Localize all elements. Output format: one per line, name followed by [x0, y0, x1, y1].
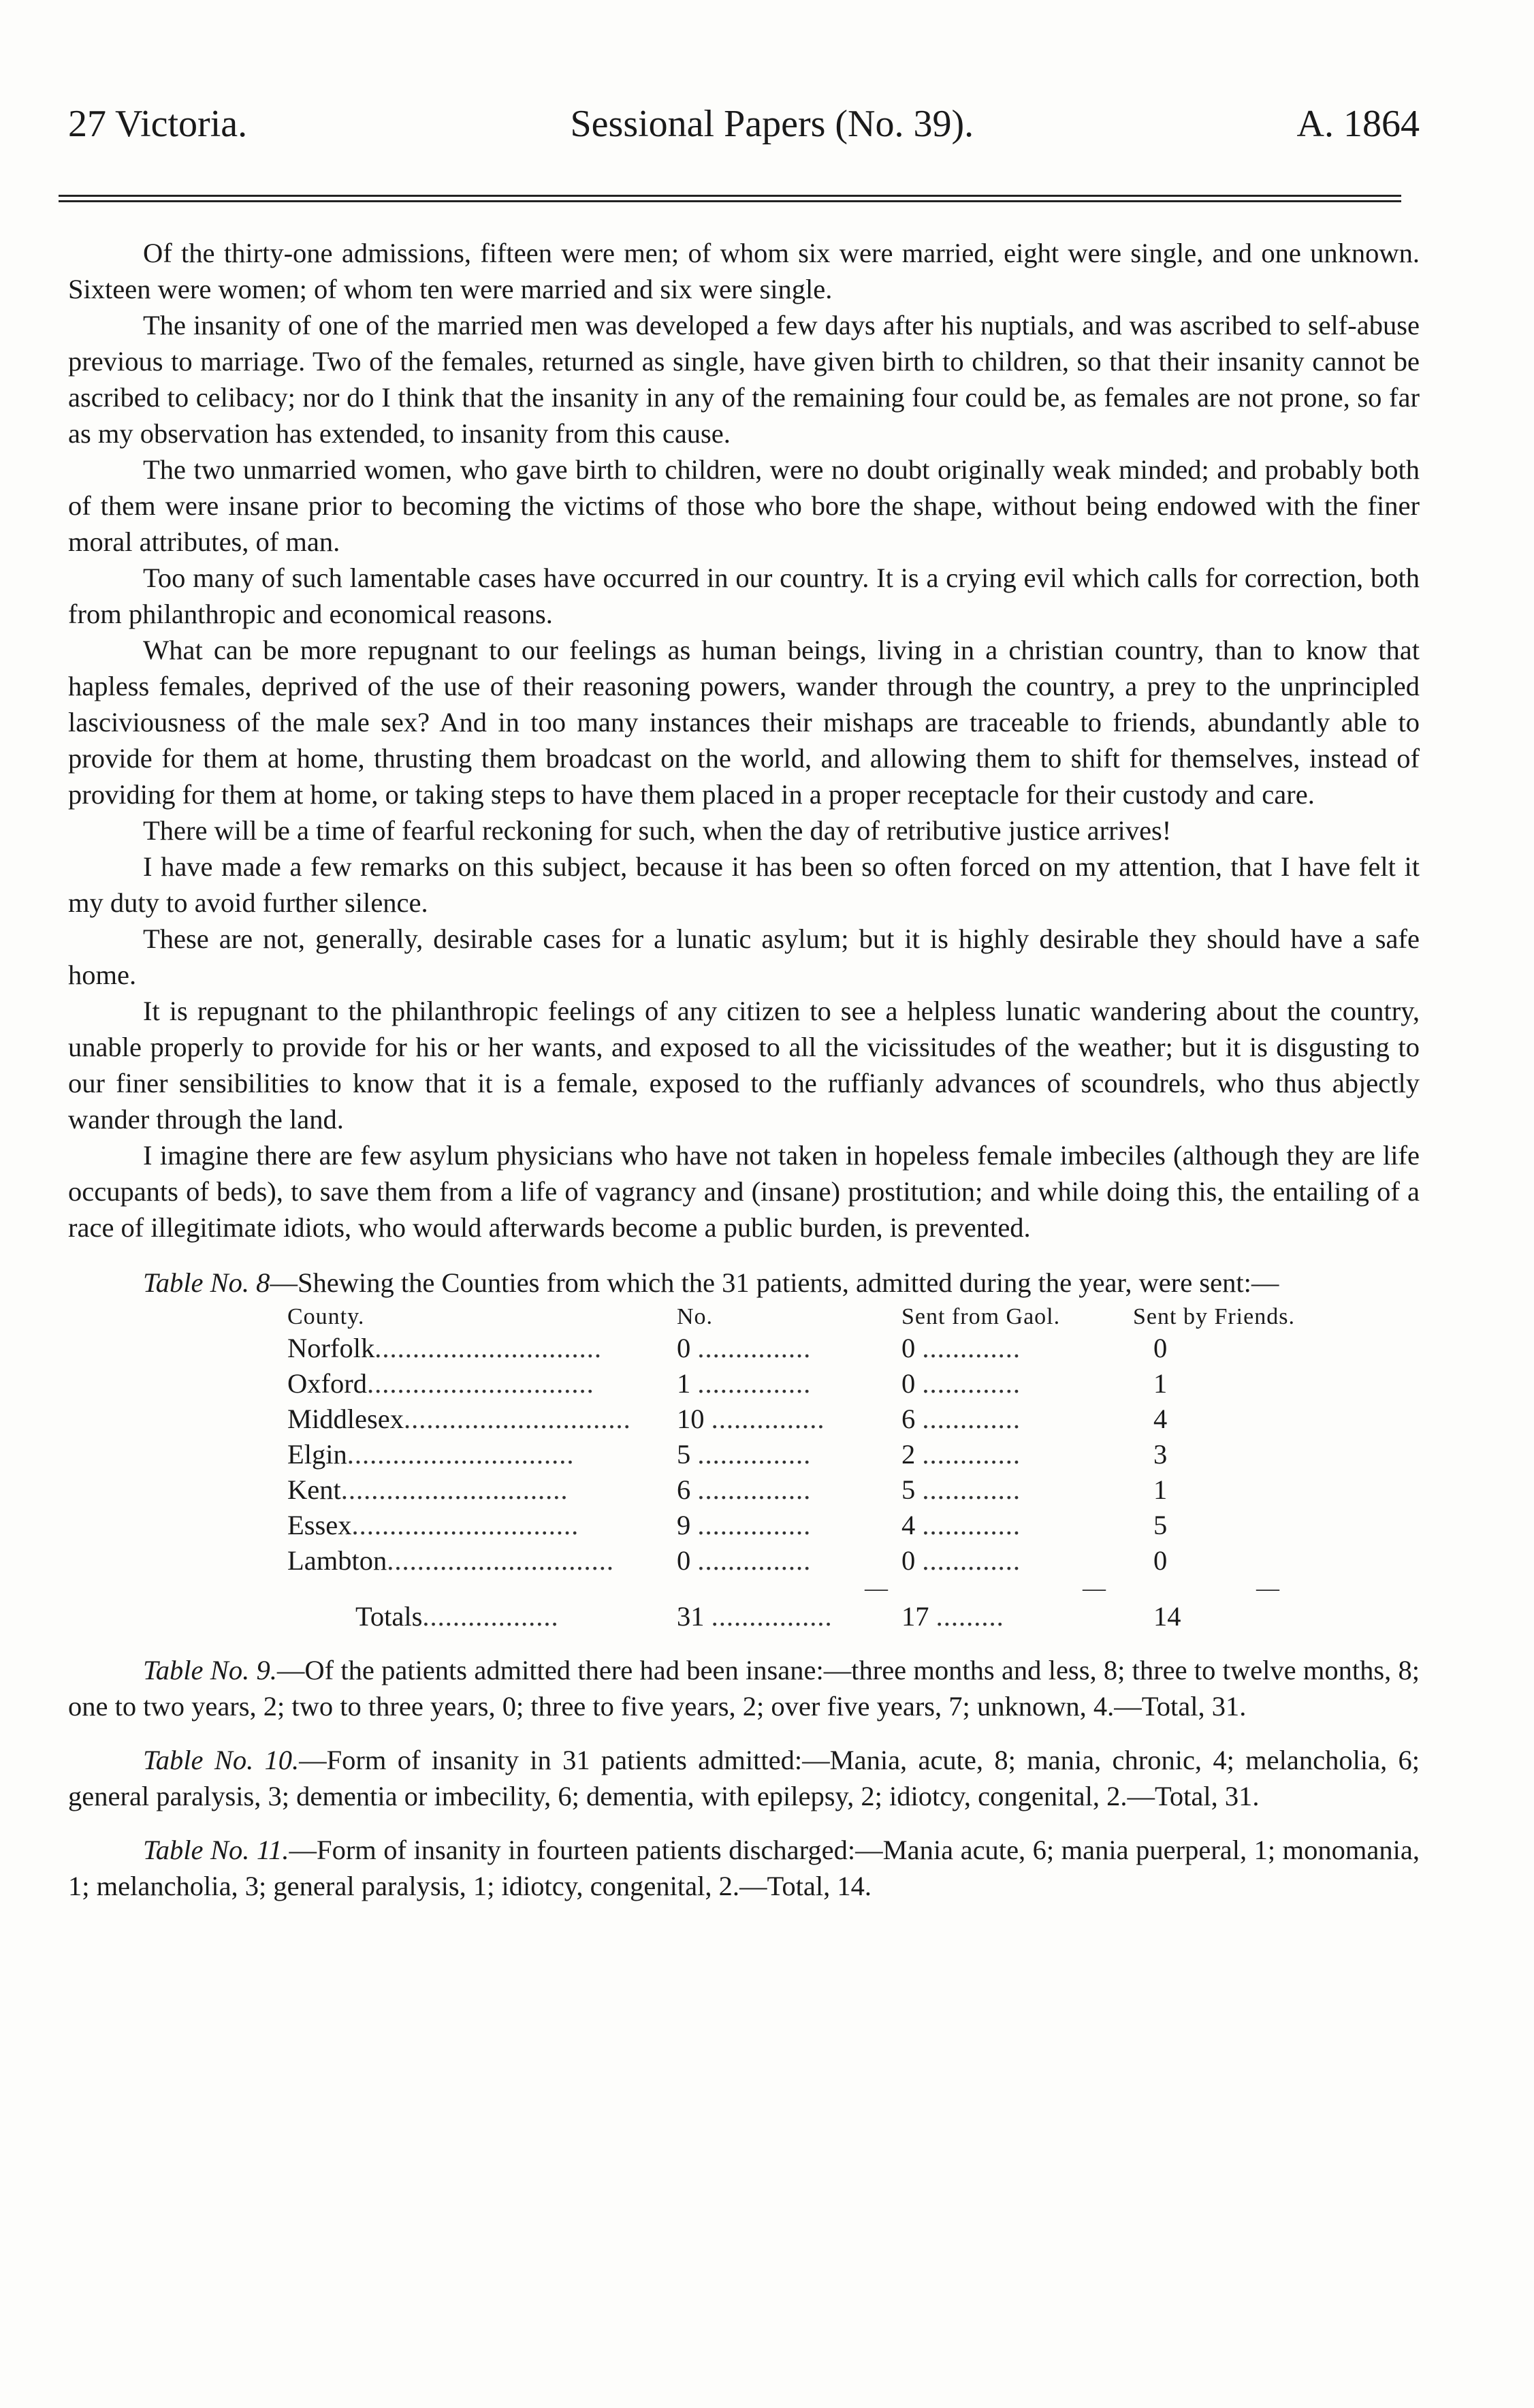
- table-9-text: [68, 1652, 1420, 1724]
- paragraph: It is repugnant to the philanthropic feelings of any citizen to see a helpless lunatic wandering about the country, unable properly to provide for his or her wants, and exposed to all the vicissitudes of the weather; but it is disgusting to our finer sensibilities to know that it is a female, exposed to the ruffianly advances of scoundrels, who thus abjectly wander through the land.: [68, 996, 1420, 1135]
- table-body: [287, 1331, 1310, 1579]
- table-row: Middlesex.............................. 10 ............... 6 ............. 4: [287, 1404, 1168, 1434]
- table-row: Oxford.............................. 1 ............... 0 ............. 1: [287, 1368, 1168, 1399]
- paragraph: I have made a few remarks on this subject, because it has been so often forced on my attention, that I have felt it my duty to avoid further silence.: [68, 851, 1420, 918]
- county-friends: 1: [1153, 1474, 1168, 1505]
- county-gaol: 0: [901, 1333, 916, 1363]
- header-rule-top: [59, 195, 1401, 197]
- county-no: 1: [677, 1368, 691, 1399]
- county-friends: 0: [1153, 1333, 1168, 1363]
- county-name: Middlesex: [287, 1404, 404, 1434]
- table-8-caption-text: —Shewing the Counties from which the 31 patients, admitted during the year, were sent:—: [270, 1267, 1279, 1298]
- county-gaol: 6: [901, 1404, 916, 1434]
- county-name: Lambton: [287, 1545, 387, 1576]
- table-10-body: —Form of insanity in 31 patients admitted:—Mania, acute, 8; mania, chronic, 4; melancholia, 6; general paralysis, 3; dementia or imbecility, 6; dementia, with epilepsy, 2; idiotcy, congenital, 2.—Total, 31.: [68, 1745, 1420, 1811]
- county-name: Essex: [287, 1510, 352, 1540]
- running-header: [68, 102, 1420, 146]
- totals-gaol: 17: [901, 1601, 929, 1632]
- header-right: A. 1864: [1296, 103, 1420, 145]
- table-row: Lambton.............................. 0 ............... 0 ............. 0: [287, 1545, 1168, 1576]
- county-no: 0: [677, 1333, 691, 1363]
- table-8-caption: [68, 1265, 1420, 1301]
- col-header-county: County.: [287, 1304, 365, 1329]
- county-friends: 3: [1153, 1439, 1168, 1470]
- county-gaol: 0: [901, 1368, 916, 1399]
- county-name: Elgin: [287, 1439, 347, 1470]
- county-no: 5: [677, 1439, 691, 1470]
- county-name: Kent: [287, 1474, 341, 1505]
- paragraph: These are not, generally, desirable cases for a lunatic asylum; but it is highly desirable they should have a safe home.: [68, 923, 1420, 990]
- totals-friends: 14: [1153, 1601, 1181, 1632]
- county-gaol: 5: [901, 1474, 916, 1505]
- paragraph: I imagine there are few asylum physicians who have not taken in hopeless female imbeciles (although they are life occupants of beds), to save them from a life of vagrancy and (insane) prostitution; and while doing this, the entailing of a race of illegitimate idiots, who would afterwards become a public burden, is prevented.: [68, 1140, 1420, 1243]
- table-8-label: Table No. 8: [143, 1267, 270, 1298]
- table-10-label: Table No. 10.: [143, 1745, 300, 1775]
- table-row: Elgin.............................. 5 ............... 2 ............. 3: [287, 1439, 1168, 1470]
- county-no: 6: [677, 1474, 691, 1505]
- county-gaol: 2: [901, 1439, 916, 1470]
- county-friends: 1: [1153, 1368, 1168, 1399]
- header-center: Sessional Papers (No. 39).: [570, 103, 974, 145]
- paragraph: The insanity of one of the married men was developed a few days after his nuptials, and was ascribed to self-abuse previous to marriage. Two of the females, returned as single, have given birth to children, so that their insanity cannot be ascribed to celibacy; nor do I think that the insanity in any of the remaining four could be, as females are not prone, so far as my observation has extended, to insanity from this cause.: [68, 310, 1420, 449]
- county-gaol: 4: [901, 1510, 916, 1540]
- county-friends: 0: [1153, 1545, 1168, 1576]
- county-no: 0: [677, 1545, 691, 1576]
- paragraph: Of the thirty-one admissions, fifteen were men; of whom six were married, eight were single, and one unknown. Sixteen were women; of whom ten were married and six were single.: [68, 238, 1420, 304]
- table-10-text: [68, 1742, 1420, 1814]
- body-text: [68, 235, 1420, 1904]
- paragraph: There will be a time of fearful reckoning for such, when the day of retributive justice arrives!: [143, 815, 1172, 846]
- totals-no: 31: [677, 1601, 705, 1632]
- table-row: Kent.............................. 6 ............... 5 ............. 1: [287, 1474, 1168, 1505]
- totals-label: Totals: [355, 1601, 423, 1632]
- counties-table: [287, 1303, 1310, 1634]
- totals-row: Totals.................. 31 ................ 17 ......... 14: [355, 1601, 1181, 1632]
- table-9-label: Table No. 9.: [143, 1655, 277, 1685]
- table-row: Norfolk.............................. 0 ............... 0 ............. 0: [287, 1333, 1168, 1363]
- paragraph: Too many of such lamentable cases have occurred in our country. It is a crying evil which calls for correction, both from philanthropic and economical reasons.: [68, 563, 1420, 629]
- header-left: 27 Victoria.: [68, 103, 248, 145]
- col-header-gaol: Sent from Gaol.: [901, 1304, 1061, 1329]
- col-header-no: No.: [677, 1304, 714, 1329]
- county-gaol: 0: [901, 1545, 916, 1576]
- paragraph: The two unmarried women, who gave birth to children, were no doubt originally weak minded; and probably both of them were insane prior to becoming the victims of those who bore the shape, without being endowed with the finer moral attributes, of man.: [68, 454, 1420, 557]
- col-header-friends: Sent by Friends.: [1133, 1304, 1295, 1329]
- county-friends: 5: [1153, 1510, 1168, 1540]
- table-11-label: Table No. 11.: [143, 1835, 289, 1865]
- county-no: 9: [677, 1510, 691, 1540]
- table-rule-row: — — —: [865, 1576, 1279, 1601]
- table-11-body: —Form of insanity in fourteen patients discharged:—Mania acute, 6; mania puerperal, 1; monomania, 1; melancholia, 3; general paralysis, 1; idiotcy, congenital, 2.—Total, 14.: [68, 1835, 1420, 1901]
- header-rule-bottom: [59, 200, 1401, 202]
- paragraph: What can be more repugnant to our feelings as human beings, living in a christian country, than to know that hapless females, deprived of the use of their reasoning powers, wander through the country, a prey to the unprincipled lasciviousness of the male sex? And in too many instances their mishaps are traceable to friends, abundantly able to provide for them at home, thrusting them broadcast on the world, and allowing them to shift for themselves, instead of providing for them at home, or taking steps to have them placed in a proper receptacle for their custody and care.: [68, 635, 1420, 810]
- table-9-body: —Of the patients admitted there had been insane:—three months and less, 8; three to twelve months, 8; one to two years, 2; two to three years, 0; three to five years, 2; over five years, 7; unknown, 4.—Total, 31.: [68, 1655, 1420, 1722]
- county-no: 10: [677, 1404, 705, 1434]
- table-header-row: [287, 1303, 1310, 1331]
- table-row: Essex.............................. 9 ............... 4 ............. 5: [287, 1510, 1168, 1540]
- county-name: Norfolk: [287, 1333, 375, 1363]
- county-friends: 4: [1153, 1404, 1168, 1434]
- county-name: Oxford: [287, 1368, 367, 1399]
- table-11-text: [68, 1832, 1420, 1904]
